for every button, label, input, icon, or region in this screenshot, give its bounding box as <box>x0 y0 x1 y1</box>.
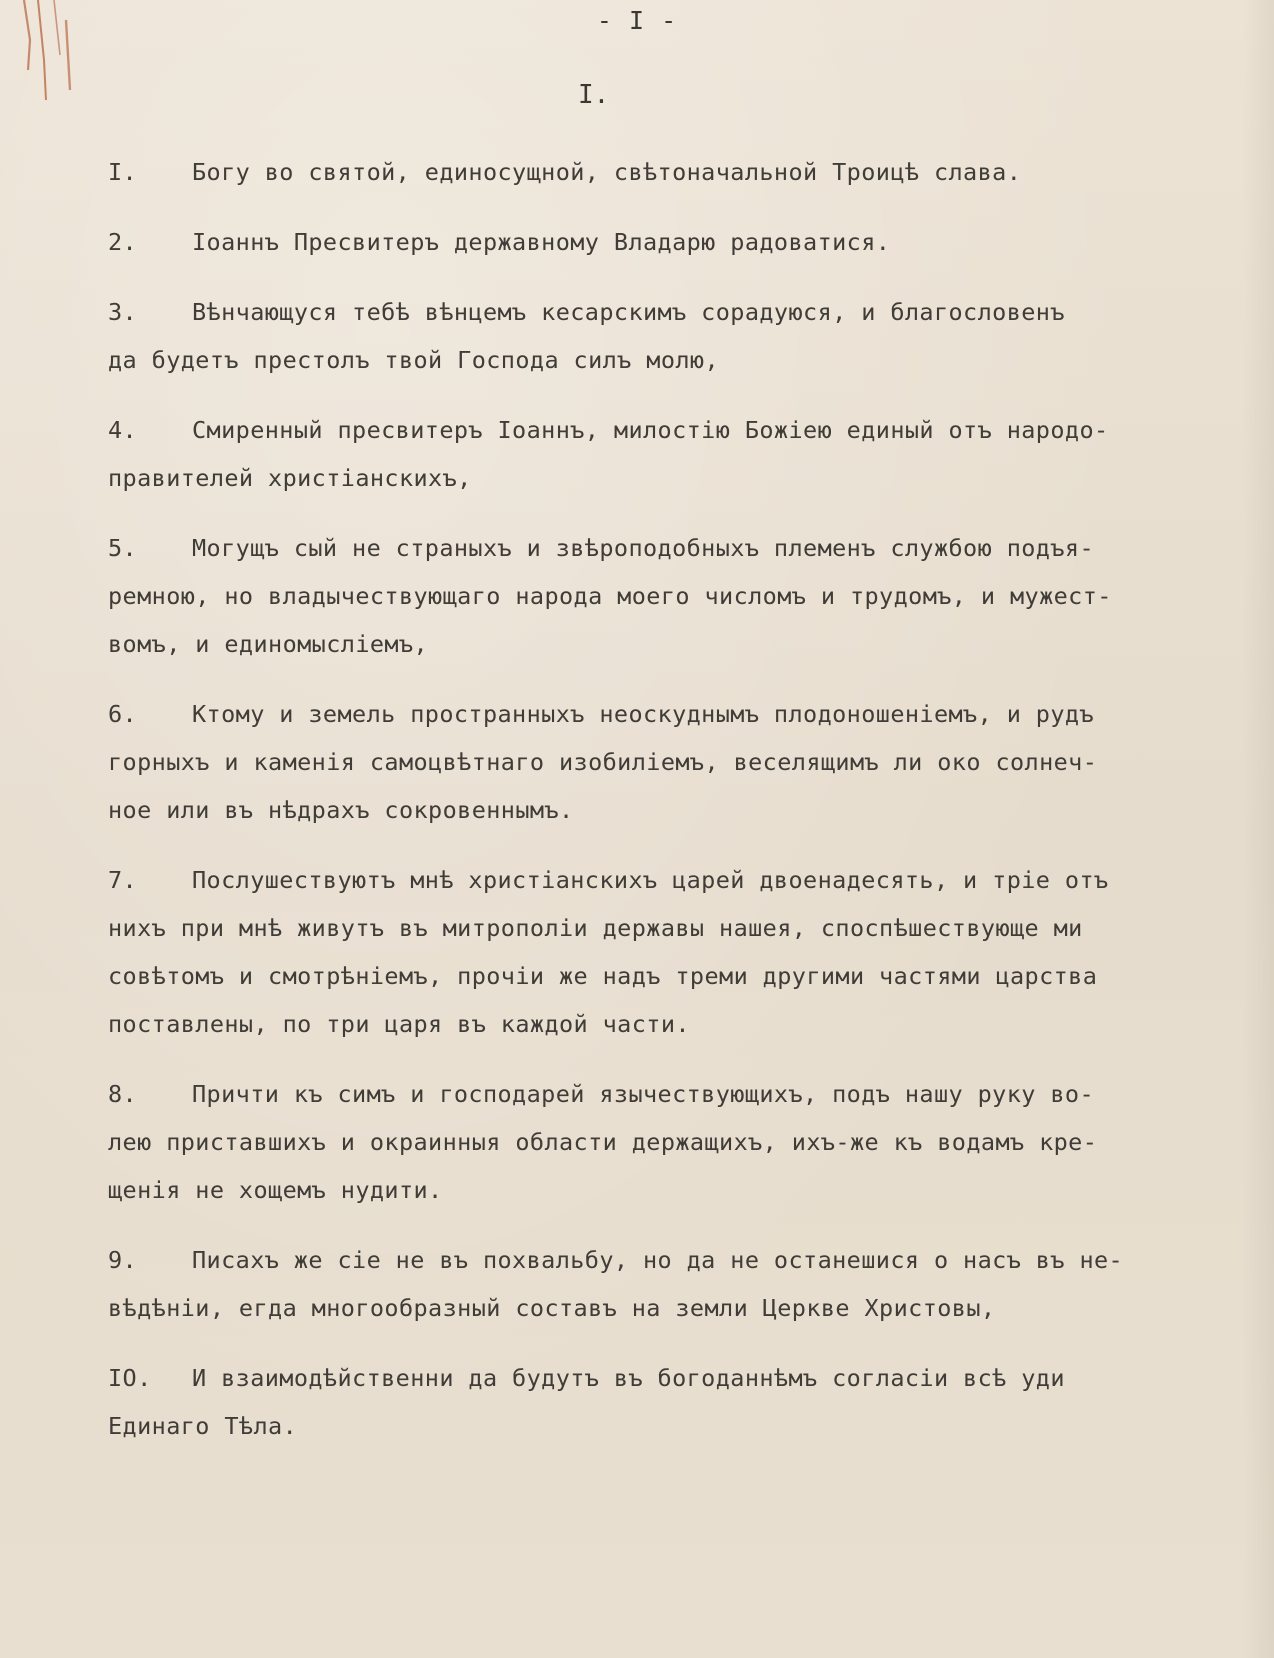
numbered-paragraph <box>108 524 1258 668</box>
paragraph-line <box>108 690 1258 738</box>
numbered-paragraph <box>108 218 1258 266</box>
paragraph-line <box>108 524 1258 572</box>
paragraph-text: Вѣнчающуся тебѣ вѣнцемъ кесарскимъ сорадуюся, и благословенъ <box>192 298 1065 326</box>
paragraph-text: Іоаннъ Пресвитеръ державному Владарю радоватися. <box>192 228 891 256</box>
paragraph-text: поставлены, по три царя въ каждой части. <box>108 1010 690 1038</box>
paragraph-line <box>108 856 1258 904</box>
paragraph-list <box>108 148 1258 1472</box>
paragraph-text: И взаимодѣйственни да будутъ въ богоданнѣмъ согласіи всѣ уди <box>192 1364 1065 1392</box>
paragraph-text: лею приставшихъ и окраинныя области держащихъ, ихъ-же къ водамъ кре- <box>108 1128 1098 1156</box>
paragraph-number: 4. <box>108 416 138 444</box>
paragraph-number: 9. <box>108 1246 138 1274</box>
numbered-paragraph <box>108 856 1258 1048</box>
paragraph-line <box>108 218 1258 266</box>
paragraph-number: 8. <box>108 1080 138 1108</box>
paragraph-text: щенія не хощемъ нудити. <box>108 1176 443 1204</box>
paragraph-line <box>108 1118 1258 1166</box>
paragraph-line <box>108 1402 1258 1450</box>
paragraph-text: вомъ, и единомысліемъ, <box>108 630 429 658</box>
numbered-paragraph <box>108 690 1258 834</box>
paragraph-text: Причти къ симъ и господарей язычествующихъ, подъ нашу руку во- <box>192 1080 1094 1108</box>
numbered-paragraph <box>108 406 1258 502</box>
paragraph-line <box>108 454 1258 502</box>
paragraph-line <box>108 904 1258 952</box>
numbered-paragraph <box>108 1354 1258 1450</box>
paragraph-text: Могущъ сый не страныхъ и звѣроподобныхъ племенъ службою подъя- <box>192 534 1094 562</box>
numbered-paragraph <box>108 1070 1258 1214</box>
paragraph-line <box>108 1354 1258 1402</box>
paragraph-line <box>108 738 1258 786</box>
numbered-paragraph <box>108 288 1258 384</box>
paragraph-text: Писахъ же сіе не въ похвальбу, но да не останешися о насъ въ не- <box>192 1246 1124 1274</box>
paragraph-line <box>108 1070 1258 1118</box>
paragraph-line <box>108 1236 1258 1284</box>
paragraph-line <box>108 288 1258 336</box>
paragraph-line <box>108 952 1258 1000</box>
paragraph-text: Смиренный пресвитеръ Іоаннъ, милостію Божіею единый отъ народо- <box>192 416 1109 444</box>
paragraph-line <box>108 1284 1258 1332</box>
paragraph-text: ремною, но владычествующаго народа моего числомъ и трудомъ, и мужест- <box>108 582 1112 610</box>
paragraph-text: вѣдѣніи, егда многообразный составъ на земли Церкве Христовы, <box>108 1294 996 1322</box>
paragraph-number: IO. <box>108 1364 152 1392</box>
numbered-paragraph <box>108 1236 1258 1332</box>
paragraph-number: I. <box>108 158 138 186</box>
paragraph-number: 7. <box>108 866 138 894</box>
paragraph-number: 6. <box>108 700 138 728</box>
paragraph-line <box>108 148 1258 196</box>
paragraph-line <box>108 786 1258 834</box>
paragraph-text: да будетъ престолъ твой Господа силъ молю, <box>108 346 720 374</box>
paragraph-text: Богу во святой, единосущной, свѣтоначальной Троицѣ слава. <box>192 158 1022 186</box>
paragraph-text: нихъ при мнѣ живутъ въ митрополіи державы нашея, споспѣшествующе ми <box>108 914 1083 942</box>
paragraph-text: горныхъ и каменія самоцвѣтнаго изобиліемъ, веселящимъ ли око солнеч- <box>108 748 1098 776</box>
page-number: - I - <box>596 6 678 35</box>
paragraph-text: ное или въ нѣдрахъ сокровеннымъ. <box>108 796 574 824</box>
paragraph-line <box>108 1166 1258 1214</box>
paragraph-line <box>108 406 1258 454</box>
paragraph-number: 3. <box>108 298 138 326</box>
paragraph-text: Единаго Тѣла. <box>108 1412 298 1440</box>
paragraph-line <box>108 620 1258 668</box>
paragraph-line <box>108 336 1258 384</box>
paragraph-line <box>108 1000 1258 1048</box>
paragraph-number: 5. <box>108 534 138 562</box>
paragraph-text: совѣтомъ и смотрѣніемъ, прочіи же надъ треми другими частями царства <box>108 962 1098 990</box>
paragraph-number: 2. <box>108 228 138 256</box>
paragraph-text: правителей христіанскихъ, <box>108 464 472 492</box>
paragraph-text: Послушествуютъ мнѣ христіанскихъ царей двоенадесять, и тріе отъ <box>192 866 1109 894</box>
section-heading: I. <box>578 80 610 110</box>
numbered-paragraph <box>108 148 1258 196</box>
paragraph-line <box>108 572 1258 620</box>
paragraph-text: Ктому и земель пространныхъ неоскуднымъ плодоношеніемъ, и рудъ <box>192 700 1094 728</box>
